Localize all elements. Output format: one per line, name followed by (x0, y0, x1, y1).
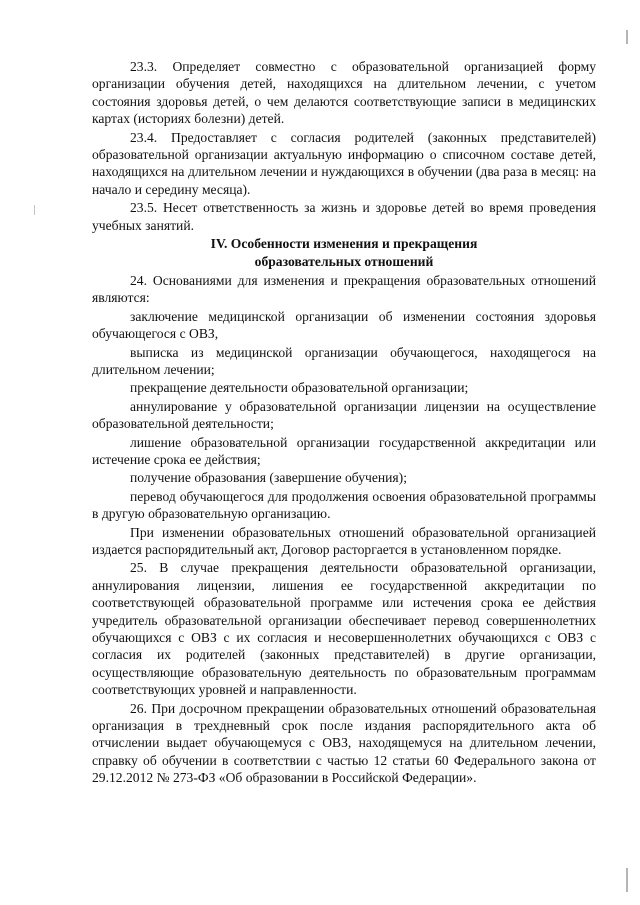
document-page (92, 58, 596, 788)
list-item-termination: прекращение деятельности образовательной организации; (130, 380, 469, 396)
paragraph-23-5: 23.5. Несет ответственность за жизнь и здоровье детей во время проведения учебных занятий. (92, 200, 596, 233)
paragraph-23-3: 23.3. Определяет совместно с образовательной организацией форму организации обучения детей, находящихся на длительном лечении, с учетом состояния здоровья детей, о чем делаются соответствующие записи в медицинских картах (историях болезни) детей. (92, 59, 596, 127)
scan-edge-mark-top (626, 30, 628, 44)
section-title-line2: образовательных отношений (254, 254, 434, 270)
scan-edge-mark-bottom (626, 868, 628, 892)
list-item-transfer: перевод обучающегося для продолжения освоения образовательной программы в другую образовательную организацию. (92, 488, 596, 522)
paragraph-change-relations: При изменении образовательных отношений образовательной организацией издается распорядительный акт, Договор расторгается в установленном порядке. (92, 524, 596, 557)
list-item-license-revocation: аннулирование у образовательной организации лицензии на осуществление образовательной деятельности; (92, 398, 596, 432)
scan-edge-mark-left (34, 205, 35, 215)
paragraph-26: 26. При досрочном прекращении образовательных отношений образовательная организация в трехдневный срок после издания распорядительного акта об отчислении выдает обучающемуся с ОВЗ, находящемуся на длительном лечении, справку об обучении в соответствии с частью 12 статьи 60 Федерального закона от 29.12.2012 № 273-ФЗ «Об образовании в Российской Федерации». (92, 700, 596, 786)
section-title-line1: IV. Особенности изменения и прекращения (210, 236, 478, 252)
list-item-accreditation: лишение образовательной организации государственной аккредитации или истечение срока ее действия; (92, 434, 596, 467)
list-item-medical-conclusion: заключение медицинской организации об изменении состояния здоровья обучающегося с ОВЗ, (92, 308, 596, 342)
paragraph-23-4: 23.4. Предоставляет с согласия родителей (законных представителей) образовательной организации актуальную информацию о списочном составе детей, находящихся на длительном лечении и нуждающихся в обучении (два раза в месяц: на начало и середину месяца). (92, 129, 596, 197)
list-item-completion: получение образования (завершение обучения); (130, 470, 407, 486)
paragraph-25: 25. В случае прекращения деятельности образовательной организации, аннулирования лицензии, лишения ее государственной аккредитации по соответствующей образовательной программе или истечения срока ее действия учредитель образовательной организации обеспечивает перевод совершеннолетних обучающихся с ОВЗ с их согласия и несовершеннолетних обучающихся с ОВЗ с согласия их родителей (законных представителей) в другие организации, осуществляющие образовательную деятельность по образовательным программам соответствующих уровней и направленности. (92, 560, 596, 698)
paragraph-24: 24. Основаниями для изменения и прекращения образовательных отношений являются: (92, 272, 596, 306)
list-item-discharge: выписка из медицинской организации обучающегося, находящегося на длительном лечении; (92, 344, 596, 377)
